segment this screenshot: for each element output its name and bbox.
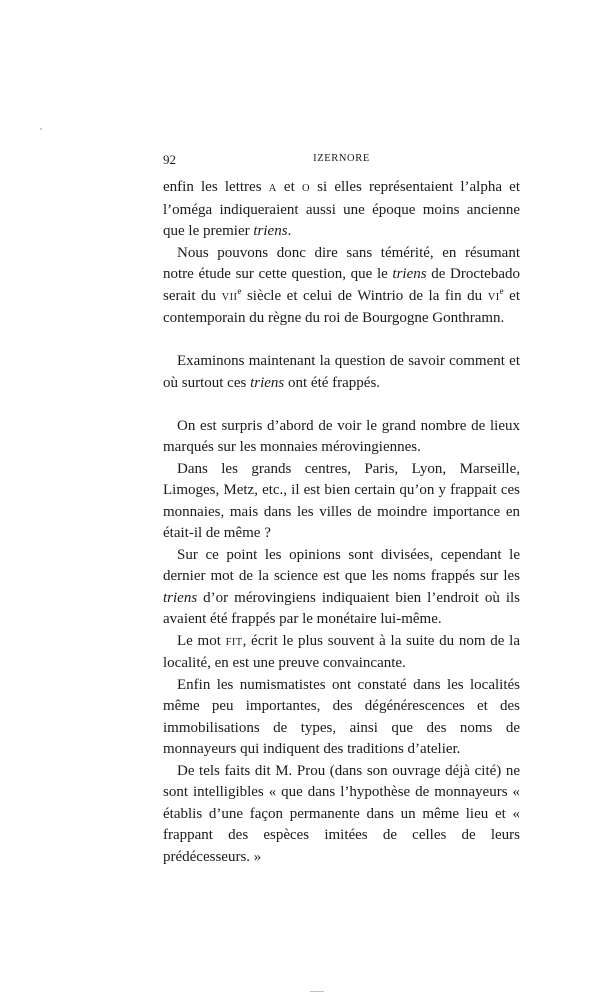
page-header bbox=[163, 152, 520, 172]
text-run: de Droctebado serait du bbox=[163, 266, 520, 304]
italic-word: triens bbox=[250, 374, 285, 391]
text-run: Examinons maintenant la question de savoir comment et où surtout ces bbox=[163, 353, 520, 391]
small-caps-text: VI bbox=[487, 291, 500, 303]
italic-word: triens bbox=[253, 223, 288, 239]
text-run: siècle et celui de Wintrio de la fin du bbox=[241, 287, 488, 304]
small-caps-text: O bbox=[301, 183, 310, 194]
text-run: d’or mérovingiens indiquaient bien l’endroit où ils avaient été frappés par le monétaire lui-même. bbox=[163, 589, 520, 627]
body-text bbox=[163, 177, 520, 868]
text-run: Dans les grands centres, Paris, Lyon, Marseille, Limoges, Metz, etc., il est bien certain qu’on y frappait ces monnaies, mais dans les villes de moindre importance en était-il de même ? bbox=[163, 460, 520, 541]
text-run: De tels faits dit M. Prou (dans son ouvrage déjà cité) ne sont intelligibles « que dans l’hypothèse de monnayeurs « établis d’une façon permanente dans un même lieu et « frappant des espèces imitées de celles de leurs prédécesseurs. » bbox=[163, 762, 520, 865]
paragraph bbox=[163, 761, 520, 869]
text-run: enfin les lettres bbox=[163, 179, 269, 195]
paper-speck bbox=[40, 128, 42, 130]
small-caps-text: FIT bbox=[225, 636, 243, 648]
paper-speck bbox=[310, 991, 324, 992]
text-run: . bbox=[287, 223, 292, 239]
italic-word: triens bbox=[392, 266, 427, 282]
text-run: et bbox=[276, 179, 302, 195]
paragraph bbox=[163, 459, 520, 545]
text-run: Sur ce point les opinions sont divisées, cependant le dernier mot de la science est que les noms frappés sur les bbox=[163, 546, 520, 584]
text-run: , écrit le plus souvent à la suite du nom de la localité, en est une preuve convaincante. bbox=[163, 632, 520, 671]
text-run: On est surpris d’abord de voir le grand nombre de lieux marqués sur les monnaies mérovingiennes. bbox=[163, 417, 520, 455]
text-run: si elles représentaient l’alpha et l’oméga indiqueraient aussi une époque moins ancienne que le premier bbox=[163, 179, 521, 239]
text-run: Le mot bbox=[177, 632, 226, 649]
page-number: 92 bbox=[163, 152, 176, 167]
paragraph bbox=[163, 631, 520, 675]
paragraph bbox=[163, 416, 520, 459]
paragraph bbox=[163, 675, 520, 761]
text-run: et contemporain du règne du roi de Bourgogne Gonthramn. bbox=[163, 287, 520, 326]
text-run: Nous pouvons donc dire sans témérité, en résumant notre étude sur cette question, que le bbox=[163, 244, 520, 282]
paragraph bbox=[163, 177, 520, 243]
paragraph bbox=[163, 351, 520, 394]
text-run: ont été frappés. bbox=[284, 374, 381, 391]
small-caps-text: A bbox=[268, 183, 277, 194]
italic-word: triens bbox=[163, 589, 198, 606]
superscript: e bbox=[237, 285, 242, 296]
superscript: e bbox=[499, 285, 504, 296]
running-title: IZERNORE bbox=[313, 153, 370, 164]
paragraph bbox=[163, 243, 520, 330]
text-run: Enfin les numismatistes ont constaté dans les localités même peu importantes, des dégénérescences et des immobilisations de types, ainsi que des noms de monnayeurs qui indiquent des traditions d’atelier. bbox=[163, 676, 520, 757]
paragraph bbox=[163, 545, 520, 631]
small-caps-text: VII bbox=[221, 291, 238, 303]
